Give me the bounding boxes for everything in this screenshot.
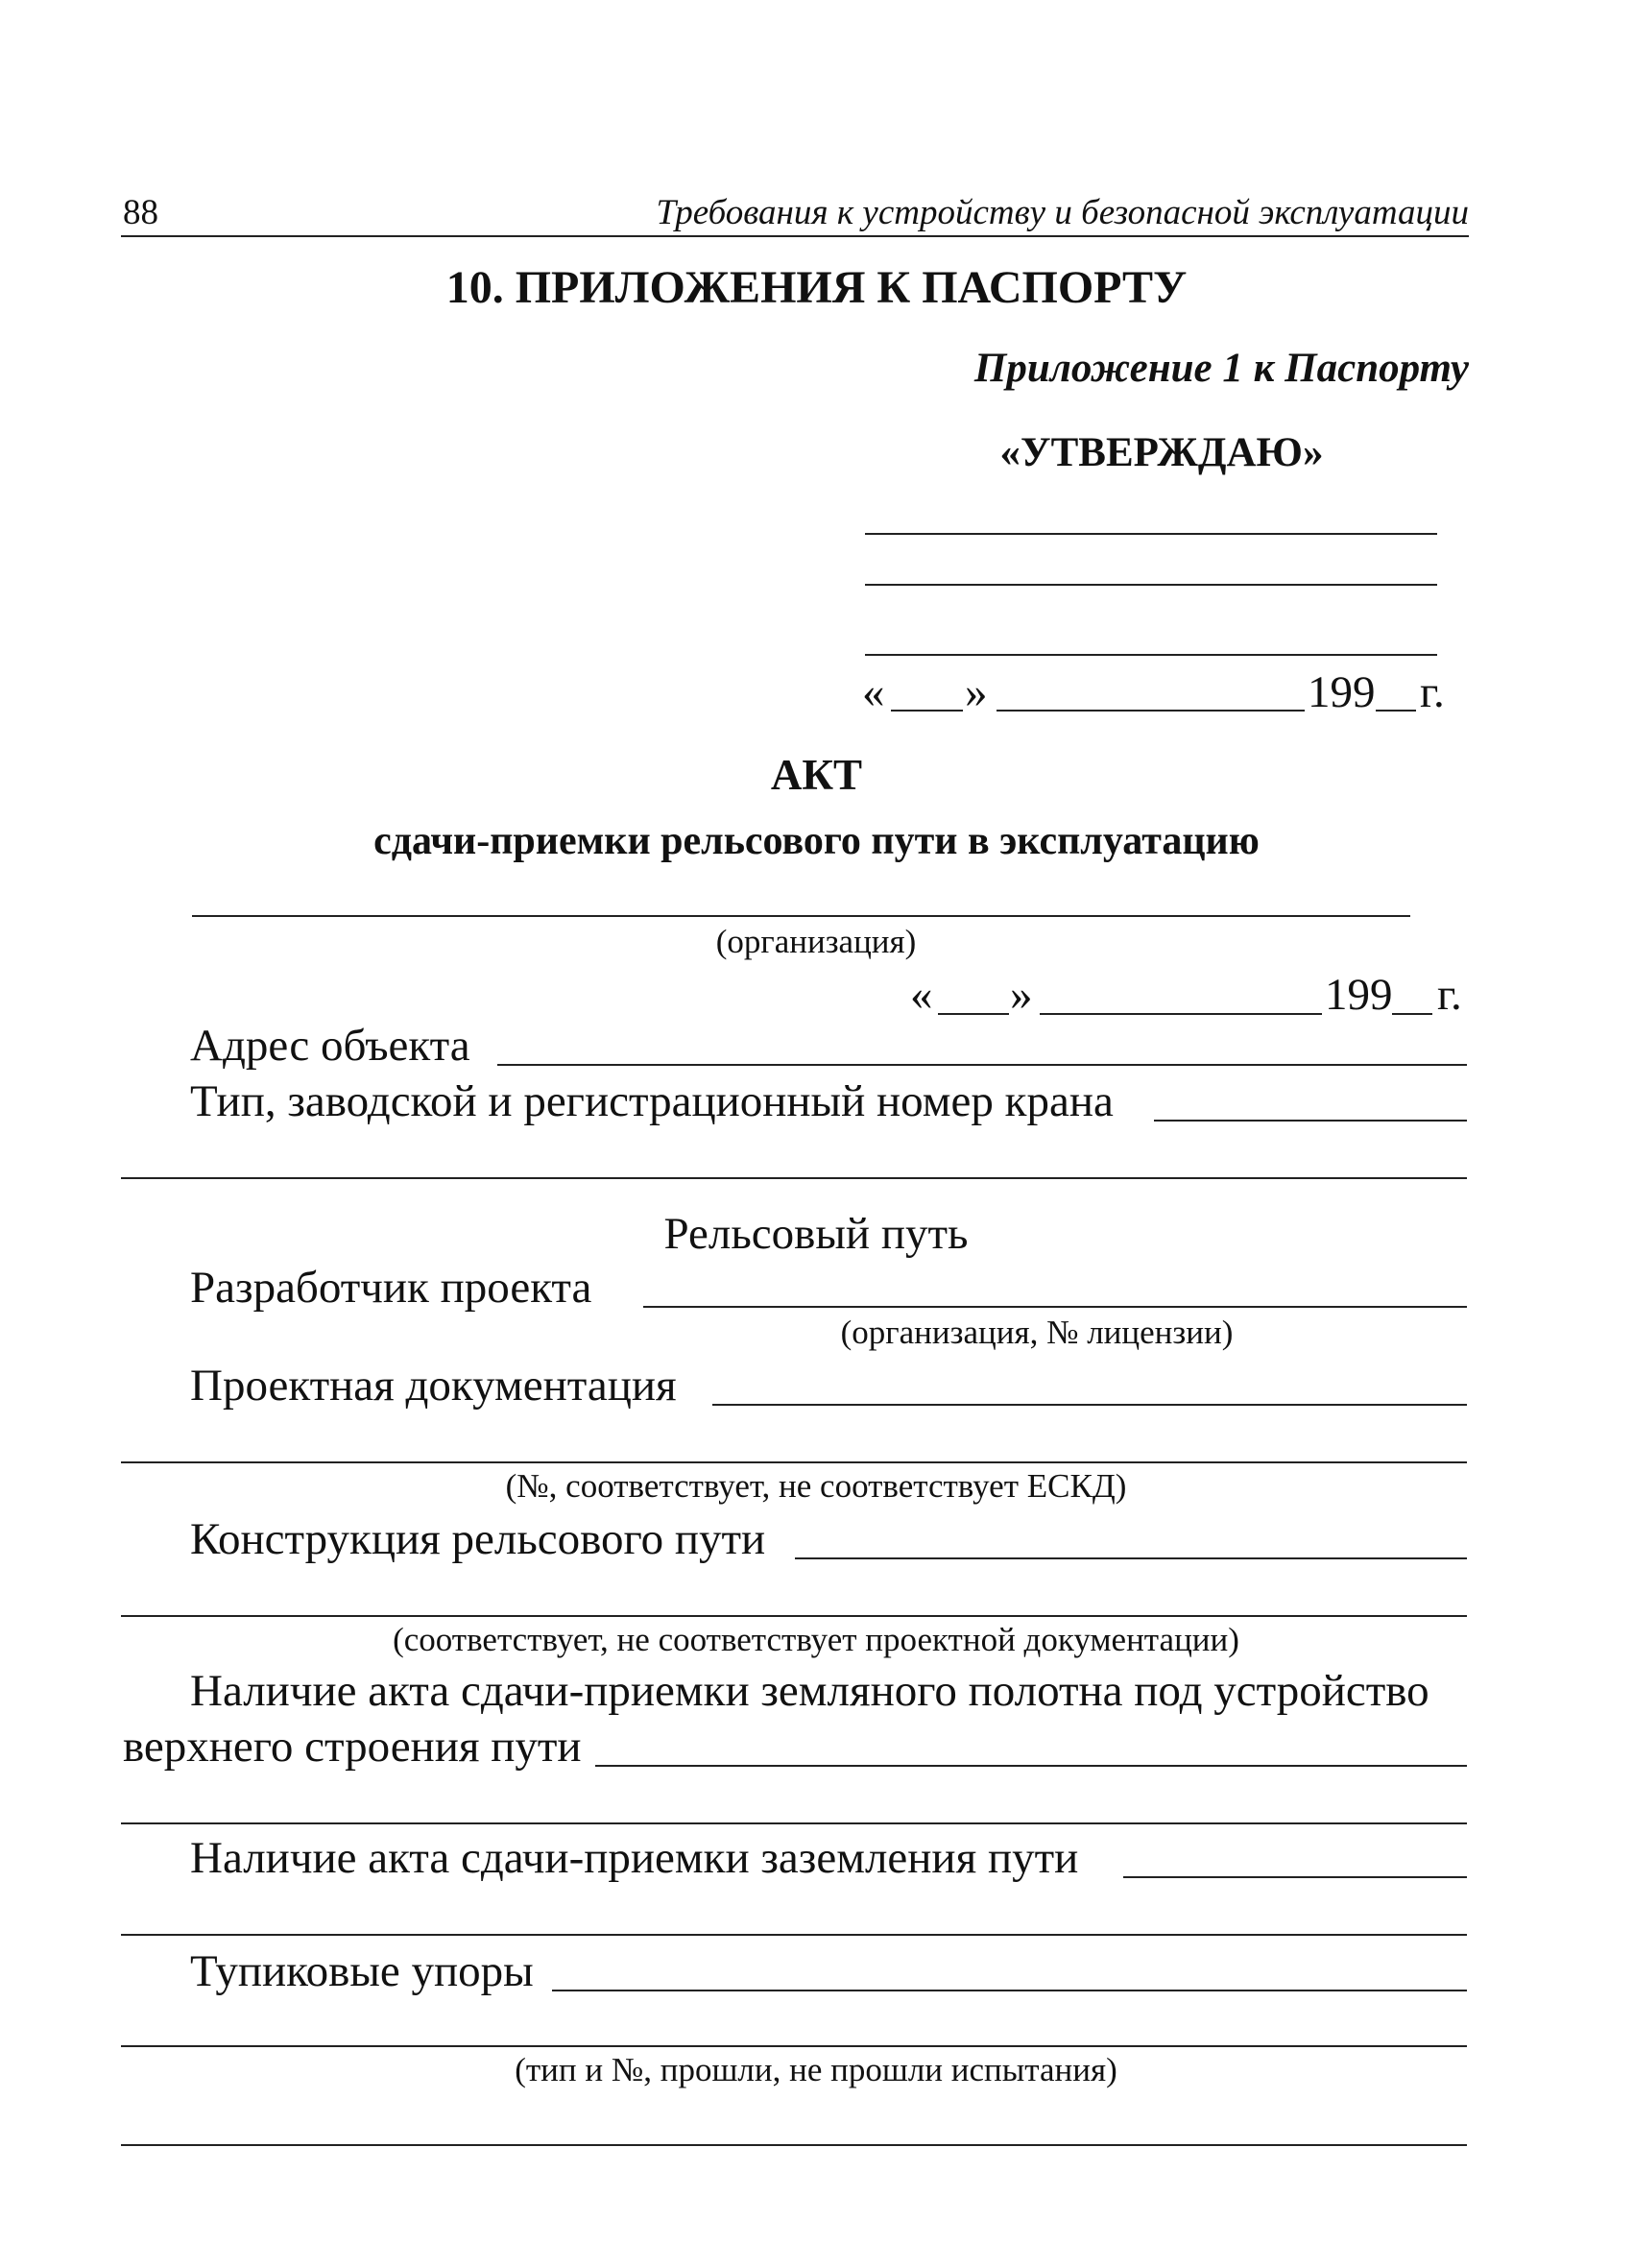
developer-caption: (организация, № лицензии) xyxy=(840,1314,1234,1351)
act-title: АКТ xyxy=(770,751,863,799)
act-subtitle: сдачи-приемки рельсового пути в эксплуатацию xyxy=(373,819,1260,863)
approve-year-prefix: 199 xyxy=(1308,667,1376,717)
construction-caption: (соответствует, не соответствует проектной документации) xyxy=(393,1621,1239,1658)
running-header: Требования к устройству и безопасной эксплуатации xyxy=(656,193,1469,232)
construction-field[interactable] xyxy=(795,1557,1467,1559)
stops-caption: (тип и №, прошли, не прошли испытания) xyxy=(515,2051,1117,2088)
approve-year-suffix: г. xyxy=(1420,667,1445,717)
construction-field-continuation[interactable] xyxy=(121,1615,1467,1617)
grounding-label: Наличие акта сдачи-приемки заземления пути xyxy=(190,1833,1079,1883)
address-label: Адрес объекта xyxy=(190,1021,470,1071)
appendix-label: Приложение 1 к Паспорту xyxy=(973,346,1469,391)
earthwork-label-line-1: Наличие акта сдачи-приемки земляного полотна под устройство xyxy=(190,1666,1429,1716)
project-docs-field[interactable] xyxy=(712,1404,1467,1406)
developer-field[interactable] xyxy=(643,1306,1467,1308)
approve-date-open-quote: « xyxy=(862,667,885,717)
stops-field-second-line[interactable] xyxy=(121,2144,1467,2146)
grounding-field-continuation[interactable] xyxy=(121,1934,1467,1936)
act-date-close-quote: » xyxy=(1010,970,1033,1020)
approve-date-close-quote: » xyxy=(965,667,988,717)
approve-label: «УТВЕРЖДАЮ» xyxy=(999,430,1324,475)
construction-label: Конструкция рельсового пути xyxy=(190,1514,766,1564)
developer-label: Разработчик проекта xyxy=(190,1263,592,1313)
earthwork-field[interactable] xyxy=(595,1765,1467,1767)
earthwork-label-line-2: верхнего строения пути xyxy=(123,1722,582,1772)
act-year-field[interactable] xyxy=(1392,1013,1432,1015)
organization-caption: (организация) xyxy=(715,923,917,960)
stops-field[interactable] xyxy=(552,1990,1467,1991)
stops-label: Тупиковые упоры xyxy=(190,1946,534,1996)
project-docs-label: Проектная документация xyxy=(190,1361,677,1411)
grounding-field[interactable] xyxy=(1123,1876,1467,1878)
organization-field[interactable] xyxy=(192,915,1410,917)
rail-heading: Рельсовый путь xyxy=(663,1209,969,1259)
page-number: 88 xyxy=(123,193,158,232)
act-year-suffix: г. xyxy=(1437,970,1462,1020)
address-field[interactable] xyxy=(497,1064,1467,1066)
approve-line-1 xyxy=(865,533,1437,535)
crane-field-continuation[interactable] xyxy=(121,1177,1467,1179)
crane-label: Тип, заводской и регистрационный номер крана xyxy=(190,1076,1114,1126)
stops-field-continuation[interactable] xyxy=(121,2045,1467,2047)
act-date-open-quote: « xyxy=(910,970,933,1020)
approve-line-2 xyxy=(865,584,1437,586)
approve-line-3 xyxy=(865,654,1437,656)
act-month-field[interactable] xyxy=(1040,1013,1322,1015)
project-docs-caption: (№, соответствует, не соответствует ЕСКД) xyxy=(505,1467,1127,1505)
approve-day-field[interactable] xyxy=(891,710,963,712)
crane-field[interactable] xyxy=(1154,1120,1467,1122)
earthwork-field-continuation[interactable] xyxy=(121,1822,1467,1824)
project-docs-field-continuation[interactable] xyxy=(121,1461,1467,1463)
section-title: 10. ПРИЛОЖЕНИЯ К ПАСПОРТУ xyxy=(445,262,1188,313)
header-rule xyxy=(121,235,1469,237)
approve-year-field[interactable] xyxy=(1376,710,1416,712)
approve-month-field[interactable] xyxy=(997,710,1305,712)
act-day-field[interactable] xyxy=(938,1013,1009,1015)
act-year-prefix: 199 xyxy=(1325,970,1393,1020)
